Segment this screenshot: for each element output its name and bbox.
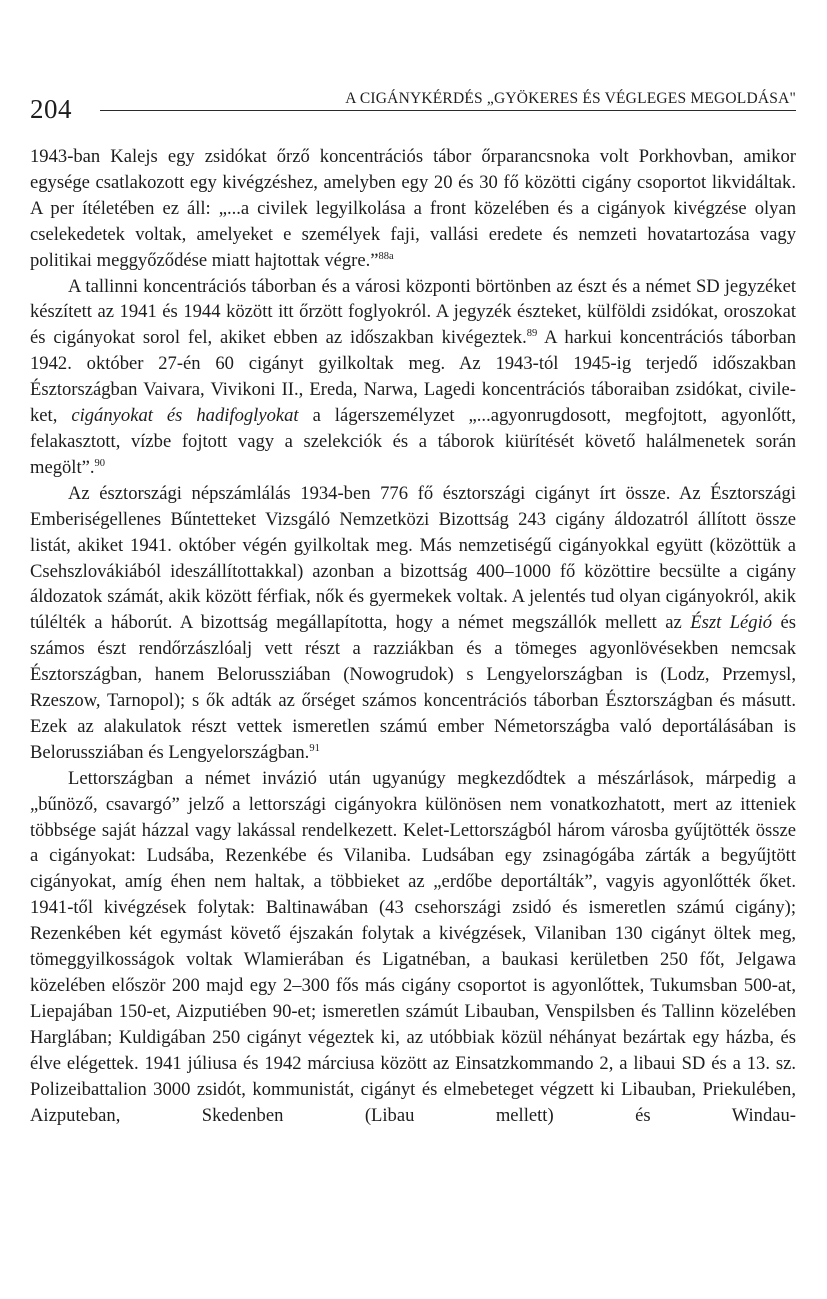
paragraph-1 — [30, 144, 796, 274]
paragraph-text: Az észtországi népszámlálás 1934-ben 776 fő észtországi cigányt írt össze. Az Észtországi Emberiségellenes Bűntetteket Vizsgáló Nemzetközi Bizottság 243 cigány áldozatról állított össze listát, akiket 1941. október végén gyilkoltak meg. Más nemzetiségű cigányokkal együtt (közöttük a Csehszlovákiából ideszállítottakkal) azonban a bizottság 400–1000 fő közöttire becsülte a cigány áldozatok számát, akik között férfiak, nők és gyermekek voltak. A jelentés tud olyan cigányokról, akik túlélték a háborút. A bizottság megállapította, hogy a német megszállók mellett az — [30, 482, 796, 634]
paragraph-2 — [30, 274, 796, 481]
paragraph-text: a lágerszemélyzet „...agyonrugdosott, megfojtott, agyonlőtt, felakasztott, vízbe fojtott vagy a szelekciók és a táborok kiürítését követő halálmenetek során megölt”. — [30, 405, 797, 478]
footnote-ref: 90 — [94, 457, 106, 469]
paragraph-text: A harkui koncentrációs táborban 1942. október 27-én 60 cigányt gyilkoltak meg. Az 1943-tól 1945-ig terjedő időszakban Észtországban Vaivara, Vivikoni II., Ereda, Narwa, Lagedi koncentrációs táboraiban zsidókat, civileket, — [30, 327, 796, 427]
page-number: 204 — [30, 94, 72, 124]
header-rule — [100, 110, 796, 111]
paragraph-text: A tallinni koncentrációs táborban és a városi központi börtönben az észt és a német SD jegyzéket készített az 1941 és 1944 között itt őrzött foglyokról. A jegyzék észteket, külföldi zsidókat, oroszokat és cigányokat sorol fel, akiket ebben az időszakban kivégeztek. — [30, 275, 796, 349]
paragraph-4 — [30, 766, 796, 1129]
paragraph-3 — [30, 481, 796, 766]
italic-text: Észt Légió — [690, 612, 773, 634]
paragraph-text: 1943-ban Kalejs egy zsidókat őrző koncentrációs tábor őrparancsnoka volt Porkhovban, amikor egysége csatlakozott egy kivégzéshez, amelyben egy 20 és 30 fő közötti cigány csoportot likvidáltak. A per ítéletében ez áll: „...a civilek legyilkolása a front közelében és a cigányok kivégzése olyan cselekedetek voltak, amelyeket e személyek faji, vallási eredete és nemzeti hovatartozása vagy politikai meggyőződése miatt hajtottak végre.” — [30, 146, 796, 271]
body-text — [30, 144, 796, 1128]
footnote-ref: 88a — [378, 250, 394, 262]
running-header — [30, 86, 796, 122]
footnote-ref: 91 — [309, 742, 320, 754]
paragraph-text: és számos észt rendőrzászlóalj vett részt a razziákban és a tömeges agyonlövésekben nemcsak Észtországban, hanem Belorussziában (Nowogrudok) s Lengyelországban is (Lodz, Przemysl, Rzeszow, Tarnopol); s ők adták az őrséget számos koncentrációs táborban Észtországban és másutt. Ezek az alakulatok részt vettek ismeretlen számú ember Németországba való deportálásában is Belorussziában és Lengyelországban. — [30, 612, 796, 763]
paragraph-text: Lettországban a német invázió után ugyanúgy megkezdődtek a mészárlások, márpedig a „bűnöző, csavargó” jelző a lettországi cigányokra különösen nem vonatkozhatott, mert az itteniek többsége saját házzal vagy lakással rendelkezett. Kelet-Lettországból három városba gyűjtötték össze a cigányokat: Ludsába, Rezenkébe és Vilaniba. Ludsában egy zsinagógába zárták a begyűjtött cigányokat, amíg éhen nem haltak, a többieket az „erdőbe deportálták”, vagyis agyonlőtték őket. 1941-től kivégzések folytak: Baltinawában (43 csehországi zsidó és ismeretlen számú cigány); Rezenkében két egymást követő éjszakán folytak a kivégzések, Vilaniban 130 cigányt öltek meg, tömeggyilkosságok voltak Wlamierában és Ligatnéban, a baukasi kerületben 250 főt, Jelgawa közelében először 200 majd egy 2–300 fős más cigány csoportot is agyonlőttek, Tukumsban 500-at, Liepajában 150-et, Aizputiében 90-et; ismeretlen számút Libauban, Venspilsben és Tallinn közelében Harglában; Kuldigában 250 cigányt végeztek ki, az utóbbiak közül néhányat bezártak egy házba, és élve elégettek. 1941 júliusa és 1942 márciusa között az Einsatzkommando 2, a libaui SD és a 13. sz. Polizeibattalion 3000 zsidót, kommunistát, cigányt és elmebeteget végzett ki Libauban, Priekulében, Aizputeban, Skedenben (Libau mellett) és Windau- — [30, 767, 796, 1126]
italic-text: cigányokat és hadifoglyokat — [71, 405, 299, 427]
footnote-ref: 89 — [526, 328, 538, 340]
running-title: A CIGÁNYKÉRDÉS „GYÖKERES ÉS VÉGLEGES MEGOLDÁSA" — [345, 90, 796, 107]
